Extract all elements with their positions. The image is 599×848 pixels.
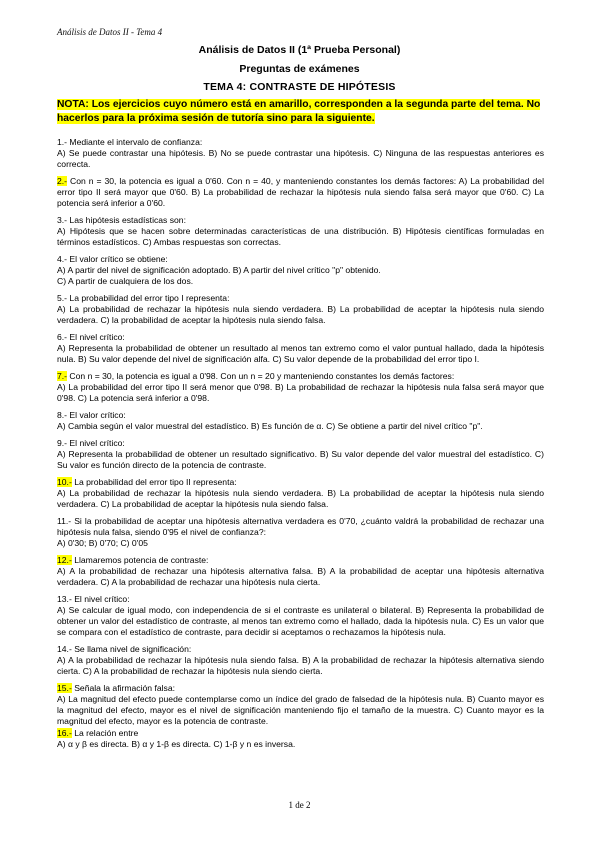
question-stem-line (57, 555, 544, 566)
document-subtitle: Preguntas de exámenes (239, 63, 360, 75)
question-stem-line (57, 477, 544, 488)
question-list (57, 137, 544, 756)
question-stem: El valor crítico se obtiene: (69, 253, 168, 264)
question-stem-line (57, 438, 544, 449)
question-item (57, 137, 544, 170)
question-stem-line (57, 594, 544, 605)
question-stem: Con n = 30, la potencia es igual a 0'60. Con n = 40, y manteniendo constantes los demás factores: A) La probabilidad del error tipo II será mayor que 0'60. B) La probabilidad de rechazar la hipótesis nula siendo falsa será mayor que 0'60. C) La potencia será inferior a 0'60. (57, 175, 544, 209)
question-options: A) Cambia según el valor muestral del estadístico. B) Es función de α. C) Se obtiene a partir del nivel crítico "p". (57, 420, 483, 431)
question-options: A) La magnitud del efecto puede contemplarse como un índice del grado de falsedad de la hipótesis nula. B) Cuanto mayor es la magnitud del efecto, mayor es el nivel de significación manteniendo fijo el tamaño de la muestra. C) Cuanto mayor es la magnitud del efecto, mayor es la potencia de contraste. (57, 693, 544, 726)
question-options: A) Representa la probabilidad de obtener un resultado significativo. B) Su valor depende del valor muestral del estadístico. C) Su valor es función directo de la potencia de contraste. (57, 448, 544, 470)
question-number: 16.- (57, 727, 72, 738)
topic-title: TEMA 4: CONTRASTE DE HIPÓTESIS (203, 81, 396, 93)
question-stem-line (57, 728, 544, 739)
question-stem: El valor crítico: (69, 409, 126, 420)
question-options: A) La probabilidad del error tipo II será menor que 0'98. B) La probabilidad de rechazar la hipótesis nula falsa será mayor que 0'98. C) La potencia será inferior a 0'98. (57, 381, 544, 403)
note-highlight: NOTA: Los ejercicios cuyo número está en amarillo, corresponden a la segunda parte del tema. No hacerlos para la próxima sesión de tutoría sino para la siguiente. (57, 99, 541, 124)
question-number: 14.- (57, 643, 72, 654)
question-stem-line (57, 293, 544, 304)
question-stem: La probabilidad del error tipo I representa: (69, 292, 230, 303)
question-item (57, 332, 544, 365)
question-stem-line (57, 332, 544, 343)
question-item (57, 477, 544, 510)
question-number: 6.- (57, 331, 68, 342)
question-stem-line (57, 215, 544, 226)
question-item (57, 516, 544, 549)
question-options: A) La probabilidad de rechazar la hipótesis nula siendo verdadera. B) La probabilidad de aceptar la hipótesis nula siendo verdadera. C) La probabilidad de aceptar la hipótesis nula siendo falsa. (57, 487, 544, 509)
question-number: 1.- (57, 137, 68, 147)
question-item (57, 410, 544, 432)
question-options: A) Se calcular de igual modo, con independencia de si el contraste es unilateral o bilateral. B) Representa la probabilidad de obtener un valor del estadístico de contraste, al menos tan extremo como el hallado, dada la hipótesis nula. C) Es un valor que se compara con el estadístico de contraste, para decidir si aceptamos o rechazamos la hipótesis nula. (57, 604, 544, 637)
question-item (57, 728, 544, 750)
question-stem: Las hipótesis estadísticas son: (69, 214, 186, 225)
question-options: A) α y β es directa. B) α y 1-β es directa. C) 1-β y n es inversa. (57, 739, 296, 750)
running-header: Análisis de Datos II - Tema 4 (57, 27, 163, 37)
question-item (57, 438, 544, 471)
question-number: 4.- (57, 253, 68, 264)
question-options: A) A la probabilidad de rechazar la hipótesis nula siendo falsa. B) A la probabilidad de rechazar la hipótesis alternativa siendo cierta. C) A la probabilidad de rechazar la hipótesis nula siendo cierta. (57, 654, 544, 676)
question-stem-line (57, 254, 544, 265)
question-number: 5.- (57, 292, 68, 303)
question-stem: El nivel crítico: (69, 437, 125, 448)
question-stem: Si la probabilidad de aceptar una hipótesis alternativa verdadera es 0'70, ¿cuánto valdrá la probabilidad de rechazar una hipótesis nula falsa, siendo 0'95 el nivel de confianza?: (57, 515, 544, 537)
question-options: A) Representa la probabilidad de obtener un resultado al menos tan extremo como el valor puntual hallado, dada la hipótesis nula. B) Su valor depende del nivel de significación alfa. C) Su valor depende de la probabilidad del error tipo I. (57, 342, 544, 365)
question-item (57, 293, 544, 326)
question-number: 2.- (57, 175, 68, 186)
question-number: 12.- (57, 554, 72, 565)
question-number: 11.- (57, 515, 72, 526)
question-options: A) A partir del nivel de significación adoptado. B) A partir del nivel crítico "p" obtenido. C) A partir de cualquiera de los dos. (57, 265, 381, 287)
question-stem-line (57, 137, 544, 148)
question-item (57, 176, 544, 209)
question-number: 3.- (57, 214, 68, 225)
question-stem-line (57, 371, 544, 382)
question-stem: Con n = 30, la potencia es igual a 0'98. Con un n = 20 y manteniendo constantes los demás factores: (69, 370, 455, 381)
question-number: 10.- (57, 476, 72, 487)
question-item (57, 644, 544, 677)
question-item (57, 254, 544, 287)
document-title: Análisis de Datos II (1ª Prueba Personal) (198, 44, 401, 56)
question-options: A) Se puede contrastar una hipótesis. B) No se puede contrastar una hipótesis. C) Ninguna de las respuestas anteriores es correcta. (57, 148, 544, 170)
question-stem: Se llama nivel de significación: (74, 643, 192, 654)
question-stem: El nivel crítico: (74, 593, 130, 604)
question-item (57, 594, 544, 638)
question-number: 8.- (57, 409, 68, 420)
question-stem: Señala la afirmación falsa: (74, 682, 175, 693)
question-stem: Llamaremos potencia de contraste: (74, 554, 209, 565)
question-item (57, 371, 544, 404)
note-paragraph (57, 98, 545, 126)
question-item (57, 555, 544, 588)
question-stem: La relación entre (74, 727, 139, 738)
question-number: 7.- (57, 370, 68, 381)
page-number: 1 de 2 (288, 800, 311, 810)
question-number: 15.- (57, 682, 72, 693)
question-stem: La probabilidad del error tipo II representa: (74, 476, 237, 487)
question-options: A) Hipótesis que se hacen sobre determinadas características de una distribución. B) Hipótesis científicas formuladas en términos estadísticos. C) Ambas respuestas son correctas. (57, 226, 544, 248)
question-stem-line (57, 516, 544, 538)
question-stem: Mediante el intervalo de confianza: (69, 137, 203, 147)
question-item (57, 683, 544, 727)
question-stem: El nivel crítico: (69, 331, 125, 342)
question-options: A) A la probabilidad de rechazar una hipótesis alternativa falsa. B) A la probabilidad de aceptar una hipótesis alternativa verdadera. C) A la probabilidad de rechazar una hipótesis nula cierta. (57, 565, 544, 587)
question-stem-line (57, 683, 544, 694)
question-item (57, 215, 544, 248)
question-number: 9.- (57, 437, 68, 448)
question-stem-line (57, 176, 544, 209)
question-number: 13.- (57, 593, 72, 604)
question-options: A) 0'30; B) 0'70; C) 0'05 (57, 537, 148, 548)
question-options: A) La probabilidad de rechazar la hipótesis nula siendo verdadera. B) La probabilidad de aceptar la hipótesis nula siendo verdadera. C) la probabilidad de aceptar la hipótesis nula siendo falsa. (57, 303, 544, 326)
question-stem-line (57, 410, 544, 421)
question-stem-line (57, 644, 544, 655)
